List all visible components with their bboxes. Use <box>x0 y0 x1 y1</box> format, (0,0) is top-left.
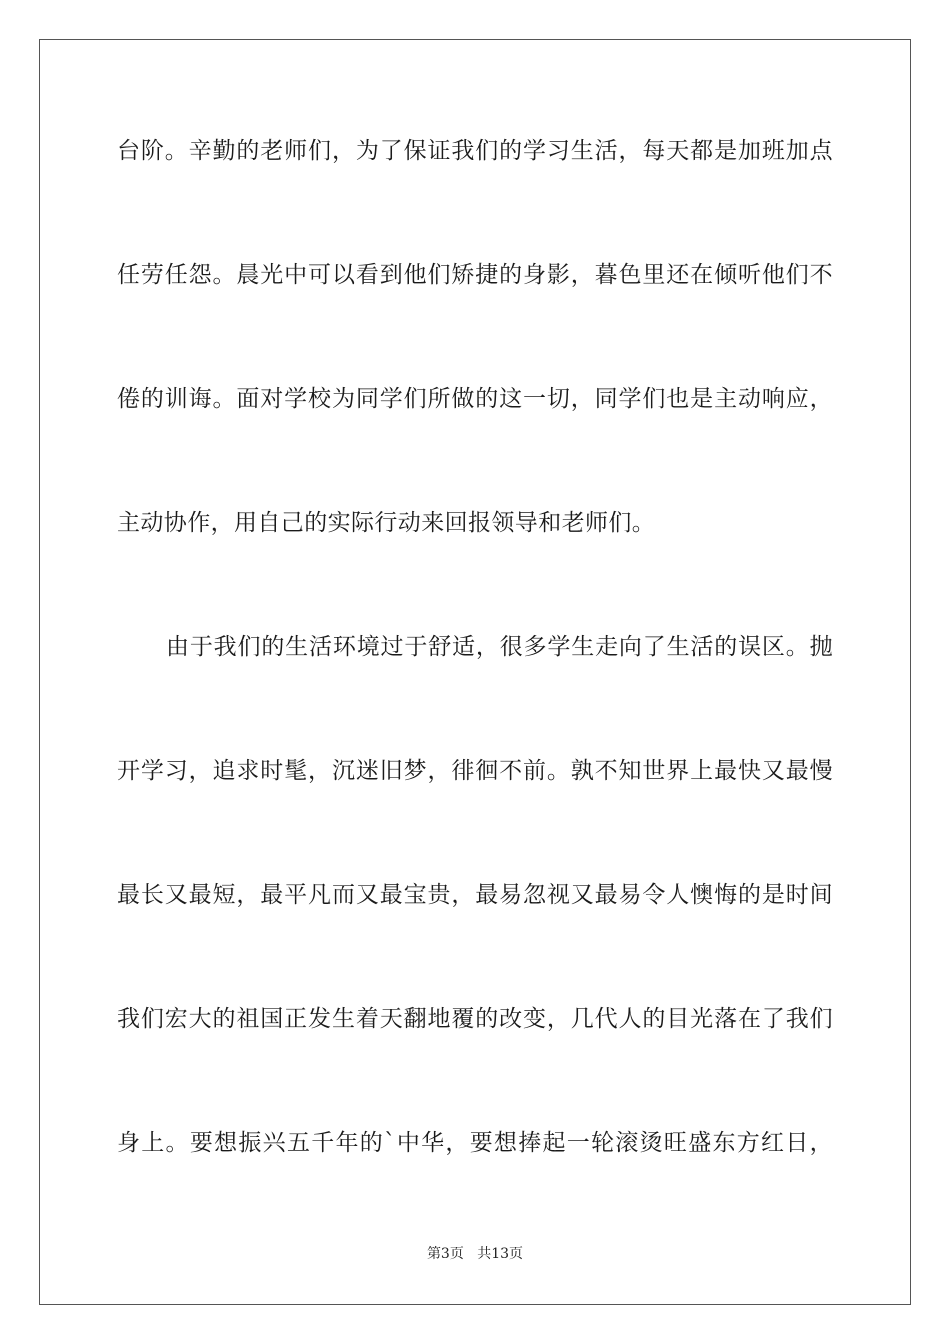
page-total: 共13页 <box>477 1246 524 1262</box>
page-border <box>39 39 911 1305</box>
text-line-8: 我们宏大的祖国正发生着天翻地覆的改变，几代人的目光落在了我们 <box>117 1006 833 1032</box>
page-footer <box>0 1245 950 1263</box>
text-line-6: 开学习，追求时髦，沉迷旧梦，徘徊不前。孰不知世界上最快又最慢 <box>117 758 833 784</box>
text-line-7: 最长又最短，最平凡而又最宝贵，最易忽视又最易令人懊悔的是时间 <box>117 882 833 908</box>
text-line-9: 身上。要想振兴五千年的`中华，要想捧起一轮滚烫旺盛东方红日， <box>117 1130 833 1156</box>
text-line-2: 任劳任怨。晨光中可以看到他们矫捷的身影，暮色里还在倾听他们不 <box>117 262 833 288</box>
page-number: 第3页 <box>426 1246 464 1262</box>
text-line-1: 台阶。辛勤的老师们，为了保证我们的学习生活，每天都是加班加点 <box>117 138 833 164</box>
text-line-5: 由于我们的生活环境过于舒适，很多学生走向了生活的误区。抛 <box>166 634 833 660</box>
text-line-3: 倦的训诲。面对学校为同学们所做的这一切，同学们也是主动响应， <box>117 386 833 412</box>
text-line-4: 主动协作，用自己的实际行动来回报领导和老师们。 <box>117 510 656 536</box>
